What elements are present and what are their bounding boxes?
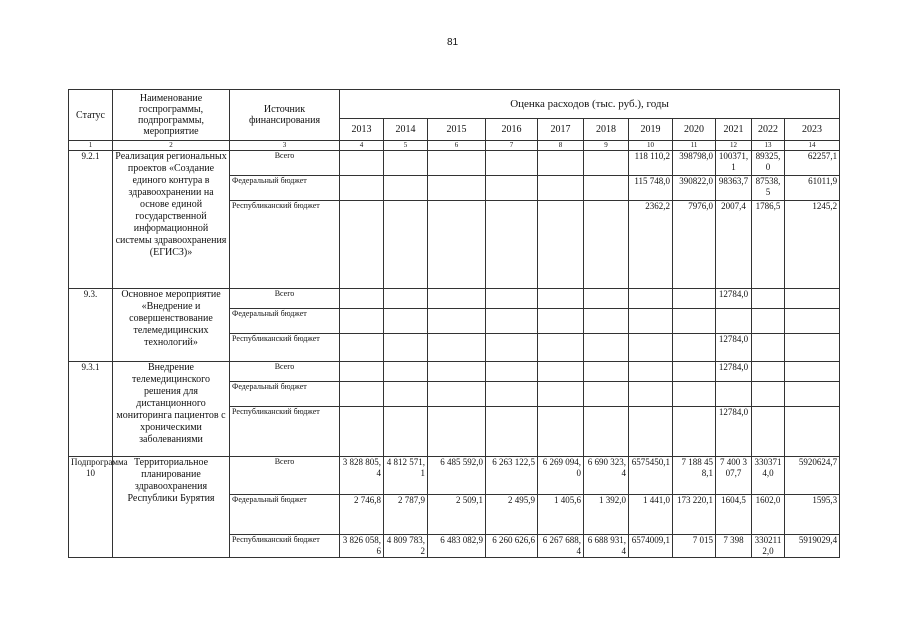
header-estimate: Оценка расходов (тыс. руб.), годы [340,90,840,119]
value-cell: 98363,7 [716,176,752,201]
value-cell [428,362,486,382]
value-cell: 6 263 122,5 [486,457,538,495]
value-cell: 87538,5 [752,176,785,201]
value-cell [584,176,629,201]
value-cell [340,201,384,289]
year-header: 2021 [716,119,752,141]
value-cell [584,382,629,407]
header-source: Источник финансирования [230,90,340,141]
row-name: Внедрение телемедицинского решения для дистанционного мониторинга пациентов с хроническими заболеваниями [113,362,230,457]
value-cell: 1602,0 [752,495,785,535]
value-cell [785,309,840,334]
value-cell [716,309,752,334]
value-cell: 6 267 688,4 [538,535,584,558]
value-cell [340,334,384,362]
column-number: 11 [673,141,716,151]
year-header: 2019 [629,119,673,141]
year-header: 2017 [538,119,584,141]
value-cell [428,309,486,334]
value-cell [584,362,629,382]
value-cell: 7 398 [716,535,752,558]
column-number: 14 [785,141,840,151]
value-cell: 1 392,0 [584,495,629,535]
value-cell: 6 483 082,9 [428,535,486,558]
row-status: 9.2.1 [69,151,113,289]
value-cell [340,289,384,309]
value-cell [340,362,384,382]
funding-source: Республиканский бюджет [230,407,340,457]
column-number: 7 [486,141,538,151]
value-cell [428,407,486,457]
value-cell [752,334,785,362]
value-cell: 3302112,0 [752,535,785,558]
row-status: 9.3.1 [69,362,113,457]
value-cell [752,289,785,309]
value-cell [340,176,384,201]
value-cell: 5919029,4 [785,535,840,558]
value-cell [486,176,538,201]
value-cell: 3 828 805,4 [340,457,384,495]
value-cell: 6 690 323,4 [584,457,629,495]
value-cell: 1786,5 [752,201,785,289]
funding-source: Республиканский бюджет [230,535,340,558]
value-cell [538,407,584,457]
value-cell [428,176,486,201]
value-cell [538,176,584,201]
year-header: 2013 [340,119,384,141]
value-cell [428,334,486,362]
table-row [69,457,840,495]
value-cell: 1245,2 [785,201,840,289]
value-cell: 3303714,0 [752,457,785,495]
value-cell [584,309,629,334]
value-cell [629,309,673,334]
value-cell [785,334,840,362]
value-cell [384,289,428,309]
value-cell [486,289,538,309]
table-row [69,289,840,309]
value-cell [752,407,785,457]
value-cell: 62257,1 [785,151,840,176]
funding-source: Федеральный бюджет [230,382,340,407]
value-cell: 61011,9 [785,176,840,201]
value-cell [384,382,428,407]
column-number: 9 [584,141,629,151]
funding-source: Всего [230,362,340,382]
value-cell: 2 787,9 [384,495,428,535]
page-number: 81 [446,37,459,48]
value-cell [486,362,538,382]
value-cell [629,289,673,309]
value-cell [538,289,584,309]
header-name: Наименование госпрограммы, подпрограммы, мероприятие [113,90,230,141]
value-cell: 100371,1 [716,151,752,176]
value-cell [716,382,752,407]
value-cell [584,289,629,309]
value-cell: 2 495,9 [486,495,538,535]
value-cell [629,362,673,382]
value-cell: 390822,0 [673,176,716,201]
value-cell: 2 746,8 [340,495,384,535]
value-cell [384,201,428,289]
value-cell [584,201,629,289]
value-cell [538,309,584,334]
value-cell: 118 110,2 [629,151,673,176]
value-cell [384,407,428,457]
funding-source: Республиканский бюджет [230,334,340,362]
value-cell: 1 441,0 [629,495,673,535]
column-number: 3 [230,141,340,151]
value-cell [384,334,428,362]
value-cell [428,151,486,176]
value-cell [340,382,384,407]
value-cell [486,407,538,457]
value-cell [673,407,716,457]
value-cell: 89325,0 [752,151,785,176]
year-header: 2014 [384,119,428,141]
column-number: 1 [69,141,113,151]
row-name: Основное мероприятие «Внедрение и совершенствование телемедицинских технологий» [113,289,230,362]
value-cell: 4 812 571,1 [384,457,428,495]
value-cell [785,407,840,457]
row-status: 9.3. [69,289,113,362]
value-cell [428,382,486,407]
value-cell [673,334,716,362]
year-header: 2018 [584,119,629,141]
column-number: 6 [428,141,486,151]
value-cell [340,151,384,176]
value-cell: 12784,0 [716,334,752,362]
column-number: 13 [752,141,785,151]
value-cell [538,362,584,382]
value-cell [785,382,840,407]
row-status: Подпрограмма 10 [69,457,113,558]
value-cell [538,201,584,289]
value-cell: 1604,5 [716,495,752,535]
value-cell: 4 809 783,2 [384,535,428,558]
value-cell: 398798,0 [673,151,716,176]
value-cell [340,309,384,334]
value-cell [486,382,538,407]
year-header: 2015 [428,119,486,141]
value-cell: 6 485 592,0 [428,457,486,495]
value-cell: 5920624,7 [785,457,840,495]
column-number-row [69,141,840,151]
row-name: Реализация региональных проектов «Создание единого контура в здравоохранении на основе единой государственной информационной системы здравоохранения (ЕГИСЗ)» [113,151,230,289]
value-cell [384,176,428,201]
value-cell: 6 260 626,6 [486,535,538,558]
table-row [69,151,840,176]
value-cell [752,362,785,382]
value-cell [629,407,673,457]
value-cell [384,362,428,382]
value-cell [486,309,538,334]
funding-source: Федеральный бюджет [230,495,340,535]
value-cell [538,151,584,176]
value-cell: 2 509,1 [428,495,486,535]
row-name: Территориальное планирование здравоохранения Республики Бурятия [113,457,230,558]
value-cell [584,407,629,457]
value-cell: 12784,0 [716,407,752,457]
funding-source: Всего [230,289,340,309]
value-cell [384,309,428,334]
value-cell [629,382,673,407]
column-number: 8 [538,141,584,151]
value-cell [428,289,486,309]
value-cell [673,289,716,309]
value-cell [486,151,538,176]
value-cell: 2362,2 [629,201,673,289]
header-status: Статус [69,90,113,141]
funding-source: Всего [230,457,340,495]
value-cell: 6 269 094,0 [538,457,584,495]
column-number: 10 [629,141,673,151]
value-cell [486,201,538,289]
column-number: 2 [113,141,230,151]
funding-source: Федеральный бюджет [230,309,340,334]
value-cell: 7 015 [673,535,716,558]
value-cell [584,151,629,176]
value-cell [785,289,840,309]
value-cell [629,334,673,362]
value-cell [673,382,716,407]
funding-source: Всего [230,151,340,176]
value-cell: 2007,4 [716,201,752,289]
value-cell: 3 826 058,6 [340,535,384,558]
value-cell [785,362,840,382]
year-header: 2023 [785,119,840,141]
value-cell: 115 748,0 [629,176,673,201]
year-header: 2016 [486,119,538,141]
year-header: 2022 [752,119,785,141]
value-cell: 6 688 931,4 [584,535,629,558]
value-cell: 12784,0 [716,362,752,382]
funding-source: Республиканский бюджет [230,201,340,289]
column-number: 4 [340,141,384,151]
value-cell [752,382,785,407]
value-cell: 6574009,1 [629,535,673,558]
value-cell [584,334,629,362]
value-cell [673,309,716,334]
value-cell: 6575450,1 [629,457,673,495]
value-cell [673,362,716,382]
value-cell [428,201,486,289]
table-row [69,362,840,382]
value-cell: 1 405,6 [538,495,584,535]
value-cell: 1595,3 [785,495,840,535]
value-cell [340,407,384,457]
value-cell: 7976,0 [673,201,716,289]
value-cell [538,334,584,362]
value-cell [752,309,785,334]
value-cell: 7 400 307,7 [716,457,752,495]
column-number: 5 [384,141,428,151]
value-cell [538,382,584,407]
value-cell [486,334,538,362]
budget-table [68,89,840,558]
column-number: 12 [716,141,752,151]
value-cell: 173 220,1 [673,495,716,535]
value-cell [384,151,428,176]
value-cell: 7 188 458,1 [673,457,716,495]
funding-source: Федеральный бюджет [230,176,340,201]
year-header: 2020 [673,119,716,141]
value-cell: 12784,0 [716,289,752,309]
